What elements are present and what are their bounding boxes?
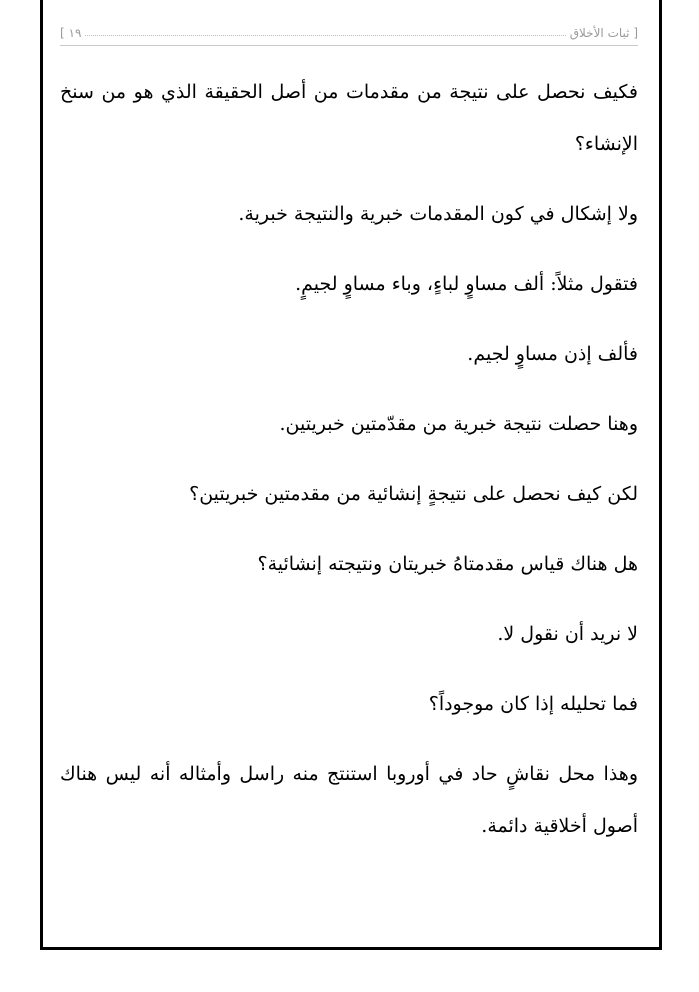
running-header <box>60 18 638 40</box>
header-dot-leader <box>85 34 565 36</box>
header-close-bracket: ] <box>60 26 65 40</box>
paragraph-10: وهذا محل نقاشٍ حاد في أوروبا استنتج منه راسل وأمثاله أنه ليس هناك أصول أخلاقية دائمة. <box>60 763 638 837</box>
paragraph-8: لا نريد أن نقول لا. <box>497 623 638 645</box>
paragraph-1: فكيف نحصل على نتيجة من مقدمات من أصل الحقيقة الذي هو من سنخ الإنشاء؟ <box>60 81 638 155</box>
paragraph-2: ولا إشكال في كون المقدمات خبرية والنتيجة خبرية. <box>238 203 638 225</box>
paragraph-3: فتقول مثلاً: ألف مساوٍ لباءٍ، وباء مساوٍ لجيمٍ. <box>295 273 638 295</box>
paragraph-4: فألف إذن مساوٍ لجيم. <box>467 343 638 365</box>
paragraph-9: فما تحليله إذا كان موجوداً؟ <box>428 693 638 715</box>
paragraph-5: وهنا حصلت نتيجة خبرية من مقدّمتين خبريتين. <box>279 413 638 435</box>
header-open-bracket: [ <box>633 26 638 40</box>
header-page-number: ١٩ <box>68 26 82 40</box>
header-rule <box>60 45 638 46</box>
header-book-title: ثبات الأخلاق <box>569 26 630 40</box>
paragraph-6: لكن كيف نحصل على نتيجةٍ إنشائية من مقدمتين خبريتين؟ <box>189 483 638 505</box>
paragraph-7: هل هناك قياس مقدمتاهُ خبريتان ونتيجته إنشائية؟ <box>257 553 638 575</box>
